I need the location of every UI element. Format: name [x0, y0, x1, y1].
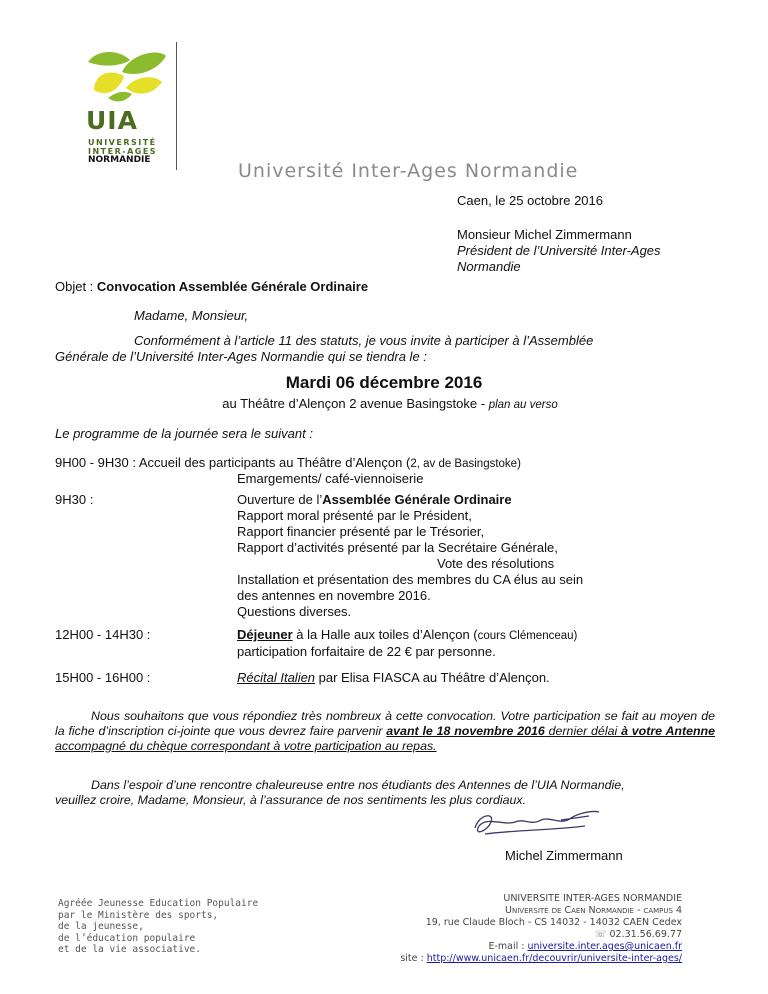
- row2-line7: des antennes en novembre 2016.: [237, 588, 431, 603]
- footer-email-label: E-mail :: [488, 941, 528, 952]
- para1-text-3: accompagné du chèque correspondant à votre participation au repas.: [55, 739, 437, 753]
- row3-bold: Déjeuner: [237, 627, 293, 642]
- row2-line6: Installation et présentation des membres du CA élus au sein: [237, 572, 584, 587]
- org-title: Université Inter-Ages Normandie: [238, 160, 579, 182]
- footer-left-line5: et de la vie associative.: [58, 944, 201, 955]
- sender-block: [457, 227, 661, 275]
- footer-left-line1: Agréée Jeunesse Education Populaire: [58, 898, 259, 909]
- footer-left-line4: de l’éducation populaire: [58, 932, 196, 944]
- para1-text-2: dernier délai: [544, 724, 622, 738]
- salutation: Madame, Monsieur,: [134, 308, 249, 323]
- footer-accreditation: [58, 898, 258, 956]
- intro-line-2: Générale de l’Université Inter-Ages Normandie qui se tiendra le :: [55, 349, 427, 364]
- row3-text: à la Halle aux toiles d’Alençon (: [292, 627, 478, 642]
- sender-title-1: Président de l’Université Inter-Ages: [457, 243, 661, 258]
- signature-icon: [465, 806, 605, 843]
- event-place: [80, 396, 700, 411]
- row2-line2: Rapport moral présenté par le Président,: [237, 508, 472, 523]
- sender-title-2: Normandie: [457, 259, 521, 274]
- leaf-logo-icon: [80, 42, 172, 112]
- row4-text: par Elisa FIASCA au Théâtre d’Alençon.: [315, 670, 550, 685]
- row2-line8: Questions diverses.: [237, 604, 352, 619]
- place-date: Caen, le 25 octobre 2016: [457, 193, 603, 208]
- closing-paragraph: [55, 778, 715, 808]
- sender-name: Monsieur Michel Zimmermann: [457, 227, 632, 242]
- para1-deadline: avant le 18 novembre 2016: [386, 724, 545, 738]
- event-place-text: au Théâtre d’Alençon 2 avenue Basingstoke -: [222, 396, 489, 411]
- phone-icon: ☏: [594, 929, 610, 940]
- row1-text: 9H00 - 9H30 : Accueil des participants au Théâtre d’Alençon (: [55, 455, 411, 470]
- signer-name: Michel Zimmermann: [505, 848, 623, 863]
- row2-prefix: Ouverture de l’: [237, 492, 323, 507]
- logo-line-normandie: NORMANDIE: [88, 155, 151, 165]
- para1-antenne: à votre Antenne: [621, 724, 716, 738]
- footer-street: 19, rue Claude Bloch - CS 14032 - 14032 CAEN Cedex: [425, 917, 682, 928]
- para2-line2: veuillez croire, Madame, Monsieur, à l’assurance de nos sentiments les plus cordiaux.: [55, 793, 527, 807]
- program-row-3: [237, 627, 577, 660]
- logo-divider: [176, 42, 177, 170]
- participation-paragraph: [55, 709, 715, 754]
- subject-label: Objet :: [55, 279, 97, 294]
- email-link[interactable]: universite.inter.ages@unicaen.fr: [527, 941, 682, 952]
- row4-time: 15H00 - 16H00 :: [55, 670, 151, 685]
- event-place-note: plan au verso: [488, 399, 558, 411]
- row1-line2: Emargements/ café-viennoiserie: [237, 471, 424, 486]
- footer-site-label: site :: [400, 953, 427, 964]
- program-row-2: [237, 492, 583, 620]
- website-link[interactable]: http://www.unicaen.fr/decouvrir/universite-inter-ages/: [426, 953, 682, 964]
- row1-address: 2, av de Basingstoke): [410, 458, 521, 470]
- subject-text: Convocation Assemblée Générale Ordinaire: [96, 279, 369, 294]
- uia-logo: [80, 42, 172, 170]
- logo-uia-text: UIA: [86, 106, 138, 135]
- program-row-1: [55, 455, 521, 470]
- footer-phone: 02.31.56.69.77: [609, 929, 682, 940]
- row3-line2: participation forfaitaire de 22 € par personne.: [237, 644, 496, 659]
- row3-time: 12H00 - 14H30 :: [55, 627, 151, 642]
- subject-line: [55, 279, 368, 294]
- program-row-4: [237, 670, 550, 686]
- row2-time: 9H30 :: [55, 492, 94, 507]
- logo-line-universite: UNIVERSITÉ: [88, 138, 157, 147]
- para1-text-1: Nous souhaitons que vous répondiez très nombreux à cette convocation. Votre participation se fait au moyen de la fiche d’inscription ci-jointe que vous devrez faire parvenir: [55, 709, 715, 738]
- row2-bold: Assemblée Générale Ordinaire: [322, 492, 512, 507]
- row3-small: cours Clémenceau): [477, 630, 578, 642]
- footer-address: [400, 893, 682, 965]
- footer-org: UNIVERSITE INTER-AGES NORMANDIE: [503, 893, 682, 904]
- event-date: Mardi 06 décembre 2016: [285, 373, 483, 392]
- para2-line1: Dans l’espoir d’une rencontre chaleureuse entre nos étudiants des Antennes de l’UIA Normandie,: [91, 778, 625, 792]
- footer-left-line3: de la jeunesse,: [58, 921, 144, 932]
- footer-left-line2: par le Ministère des sports,: [58, 909, 219, 921]
- footer-campus: Université de Caen Normandie - campus 4: [505, 905, 682, 916]
- intro-line-1: Conformément à l’article 11 des statuts, je vous invite à participer à l’Assemblée: [134, 333, 594, 348]
- program-intro: Le programme de la journée sera le suivant :: [55, 426, 313, 441]
- row2-line3: Rapport financier présenté par le Trésorier,: [237, 524, 485, 539]
- row2-line5: Vote des résolutions: [437, 556, 555, 571]
- row4-ital: Récital Italien: [237, 670, 316, 685]
- logo-line-interages: INTER-AGES: [88, 147, 158, 156]
- row2-line4: Rapport d’activités présenté par la Secrétaire Générale,: [237, 540, 558, 555]
